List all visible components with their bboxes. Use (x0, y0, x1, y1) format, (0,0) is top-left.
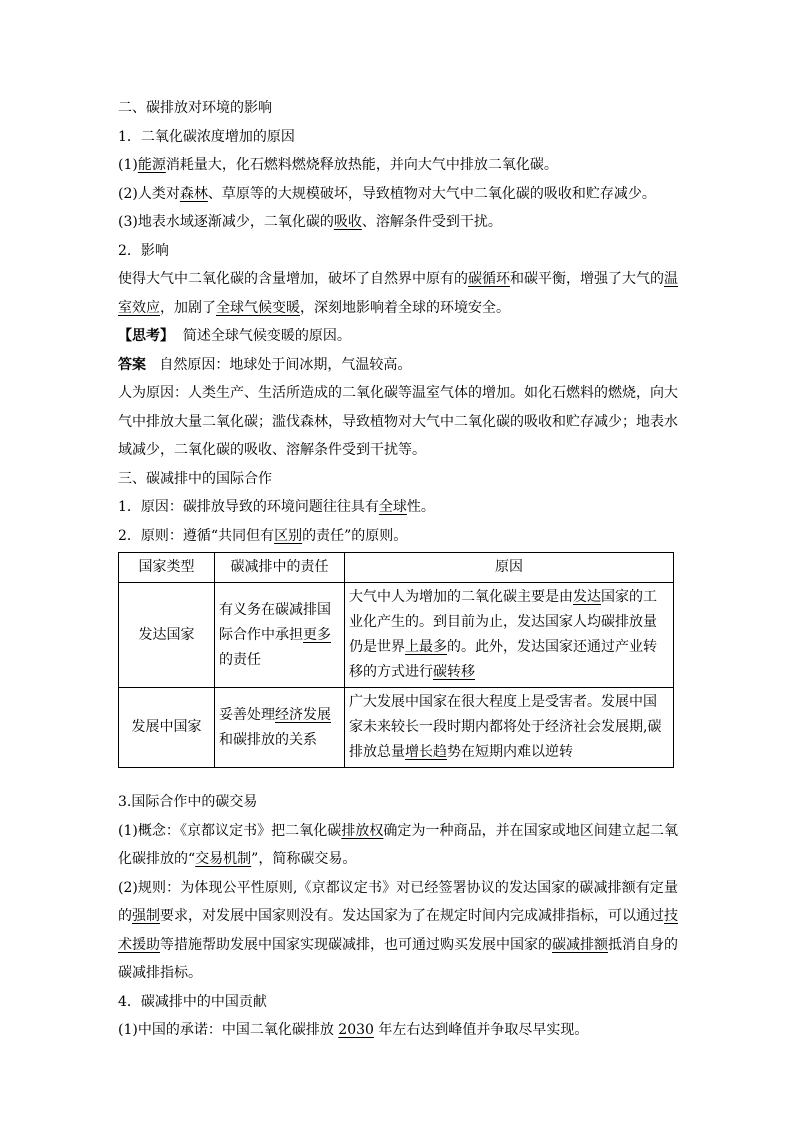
document-page (118, 94, 678, 1045)
think-label: 【思考】 (118, 328, 174, 344)
cause-item-2: (2)人类对森林、草原等的大规模破坏，导致植物对大气中二氧化碳的吸收和贮存减少。 (118, 185, 656, 202)
blank-answer: 经济发展 (275, 706, 331, 723)
china-commitment: (1)中国的承诺：中国二氧化碳排放 2030 年左右达到峰值并争取尽早实现。 (118, 1022, 589, 1038)
blank-answer: 碳转移 (433, 664, 475, 680)
table-header: 国家类型 (119, 553, 215, 583)
blank-answer: 增长趋 (405, 744, 447, 760)
table-row (119, 688, 674, 768)
carbon-trade-heading: 3.国际合作中的碳交易 (118, 794, 258, 810)
section2-heading: 二、碳排放对环境的影响 (118, 100, 272, 116)
cause-item-3: (3)地表水域逐渐减少，二氧化碳的吸收、溶解条件受到干扰。 (118, 214, 502, 230)
responsibility-cell: 有义务在碳减排国际合作中承担更多的责任 (215, 583, 345, 688)
blank-answer: 碳循环 (468, 271, 510, 287)
blank-answer: 温室效应 (118, 271, 678, 316)
blank-answer: 2030 (338, 1022, 374, 1038)
answer-line: 答案 自然原因：地球处于间冰期，气温较高。 (118, 356, 412, 373)
carbon-trade-concept: (1)概念：《京都议定书》把二氧化碳排放权确定为一种商品，并在国家或地区间建立起二氧化碳排放的“交易机制”，简称碳交易。 (118, 822, 678, 867)
cooperation-reason: 1．原因：碳排放导致的环境问题往往具有全球性。 (118, 499, 435, 515)
answer-label: 答案 (118, 356, 146, 373)
responsibility-cell: 妥善处理经济发展和碳排放的关系 (215, 688, 345, 768)
blank-answer: 上最多 (405, 639, 447, 655)
blank-answer: 区别 (274, 527, 303, 544)
blank-answer: 强制 (132, 908, 160, 924)
china-contribution-heading: 4．碳减排中的中国贡献 (118, 993, 267, 1010)
carbon-trade-rule: (2)规则：为体现公平性原则,《京都议定书》对已经签署协议的发达国家的碳减排额有定量的强制要求，对发展中国家则没有。发达国家为了在规定时间内完成减排指标，可以通过技术援助等措施帮助发展中国家实现碳减排，也可通过购买发展中国家的碳减排额抵消自身的碳减排指标。 (118, 879, 678, 981)
responsibility-table (118, 552, 674, 768)
blank-answer: 吸收 (333, 214, 362, 230)
blank-answer: 交易机制 (195, 851, 252, 867)
effect-paragraph: 使得大气中二氧化碳的含量增加，破坏了自然界中原有的碳循环和碳平衡，增强了大气的温室效应，加剧了全球气候变暖，深刻地影响着全球的环境安全。 (118, 271, 678, 316)
blank-answer: 能源 (137, 157, 166, 173)
table-header-row (119, 553, 674, 583)
blank-answer: 更多 (303, 626, 331, 643)
table-header: 碳减排中的责任 (215, 553, 345, 583)
blank-answer: 排放权 (341, 822, 384, 839)
blank-answer: 技术援助 (118, 908, 678, 953)
table-header: 原因 (345, 553, 674, 583)
blank-answer: 发达 (573, 589, 601, 605)
reason-cell: 广大发展中国家在很大程度上是受害者。发展中国家未来较长一段时期内都将处于经济社会发展期,碳排放总量增长趋势在短期内难以逆转 (345, 688, 674, 768)
cooperation-principle: 2．原则：遵循“共同但有区别的责任”的原则。 (118, 527, 408, 544)
blank-answer: 碳减排额 (552, 936, 608, 953)
country-type-cell: 发展中国家 (119, 688, 215, 768)
blank-answer: 森林 (179, 185, 208, 202)
subheading-effects: 2．影响 (118, 242, 169, 259)
reason-cell: 大气中人为增加的二氧化碳主要是由发达国家的工业化产生的。到目前为止，发达国家人均碳排放量仍是世界上最多的。此外，发达国家还通过产业转移的方式进行碳转移 (345, 583, 674, 688)
cause-item-1: (1)能源消耗量大，化石燃料燃烧释放热能，并向大气中排放二氧化碳。 (118, 157, 558, 173)
country-type-cell: 发达国家 (119, 583, 215, 688)
blank-answer: 全球 (378, 499, 407, 515)
answer-human-causes: 人为原因：人类生产、生活所造成的二氧化碳等温室气体的增加。如化石燃料的燃烧，向大气中排放大量二氧化碳；滥伐森林，导致植物对大气中二氧化碳的吸收和贮存减少；地表水域减少，二氧化碳的吸收、溶解条件受到干扰等。 (118, 385, 678, 458)
think-question: 【思考】 简述全球气候变暖的原因。 (118, 328, 351, 344)
table-row (119, 583, 674, 688)
subheading-causes: 1．二氧化碳浓度增加的原因 (118, 128, 295, 145)
blank-answer: 全球气候变暖 (216, 299, 300, 316)
section3-heading: 三、碳减排中的国际合作 (118, 470, 272, 487)
